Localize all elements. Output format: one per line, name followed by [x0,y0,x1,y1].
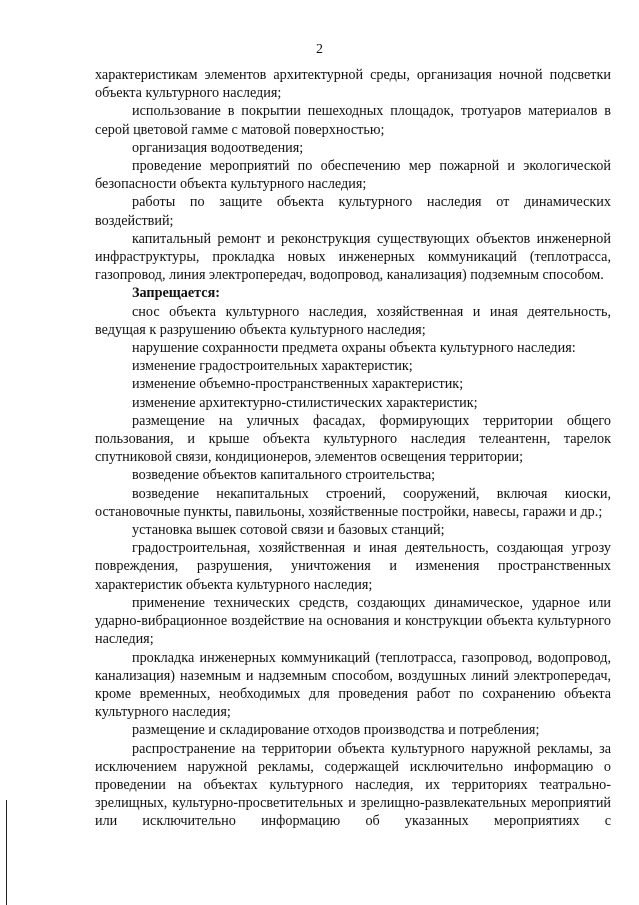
paragraph: применение технических средств, создающих динамическое, ударное или ударно-вибрационное воздействие на основания и конструкции объекта культурного наследия; [95,594,611,648]
paragraph: размещение и складирование отходов производства и потребления; [132,722,540,739]
paragraph: организация водоотведения; [132,139,304,156]
paragraph: снос объекта культурного наследия, хозяйственная и иная деятельность, ведущая к разрушению объекта культурного наследия; [95,303,611,338]
paragraph: распространение на территории объекта культурного наружной рекламы, за исключением наружной рекламы, содержащей исключительно информацию о проведении на объектах культурного наследия, их территориях театрально-зрелищных, культурно-просветительных и зрелищно-развлекательных мероприятий или исключительно информацию об указанных мероприятиях с [95,740,611,830]
paragraph: использование в покрытии пешеходных площадок, тротуаров материалов в серой цветовой гамме с матовой поверхностью; [95,103,611,138]
paragraph: возведение объектов капитального строительства; [132,467,436,484]
paragraph: капитальный ремонт и реконструкция существующих объектов инженерной инфраструктуры, прокладка новых инженерных коммуникаций (теплотрасса, газопровод, линия электропередач, водопровод, канализация) подземным способом. [95,230,611,284]
paragraph: проведение мероприятий по обеспечению мер пожарной и экологической безопасности объекта культурного наследия; [95,158,611,193]
paragraph: установка вышек сотовой связи и базовых станций; [132,522,445,539]
paragraph: работы по защите объекта культурного наследия от динамических воздействий; [95,194,611,229]
paragraph: размещение на уличных фасадах, формирующих территории общего пользования, и крыше объекта культурного наследия телеантенн, тарелок спутниковой связи, кондиционеров, элементов освещения территории; [95,412,611,466]
document-body [95,66,611,831]
paragraph: изменение градостроительных характеристик; [132,358,413,375]
paragraph: прокладка инженерных коммуникаций (теплотрасса, газопровод, водопровод, канализация) наземным и надземным способом, воздушных линий электропередач, кроме временных, необходимых для проведения работ по сохранению объекта культурного наследия; [95,649,611,721]
paragraph: изменение объемно-пространственных характеристик; [132,376,464,393]
paragraph: характеристикам элементов архитектурной среды, организация ночной подсветки объекта культурного наследия; [95,67,611,102]
paragraph: изменение архитектурно-стилистических характеристик; [132,394,478,411]
paragraph: градостроительная, хозяйственная и иная деятельность, создающая угрозу повреждения, разрушения, уничтожения и изменения пространственных характеристик объекта культурного наследия; [95,540,611,593]
section-heading: Запрещается: [132,285,220,302]
page-edge-rule [6,800,7,905]
paragraph: возведение некапитальных строений, сооружений, включая киоски, остановочные пункты, павильоны, хозяйственные постройки, навесы, гаражи и др.; [95,485,611,520]
page-number: 2 [316,42,323,57]
paragraph: нарушение сохранности предмета охраны объекта культурного наследия: [132,340,576,357]
